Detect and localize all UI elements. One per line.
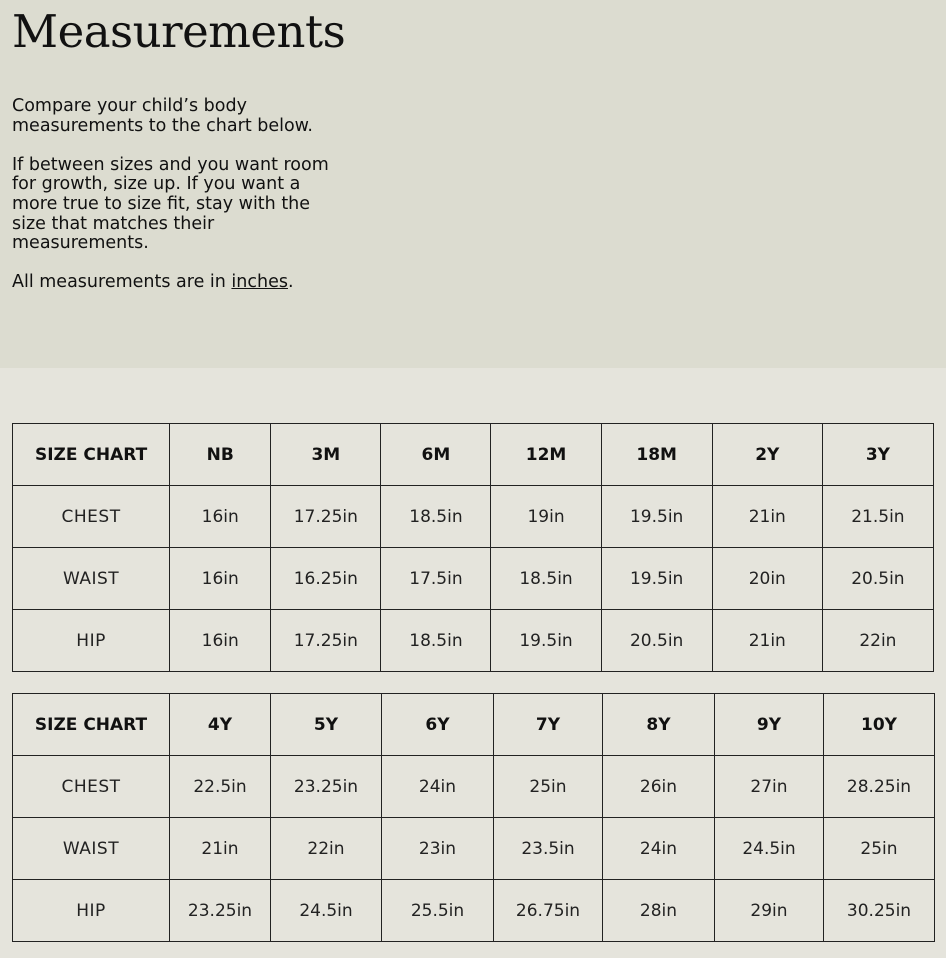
units-suffix: . [287,272,294,293]
size-header-nb: NB [170,424,271,486]
table-cell: 19in [491,486,601,548]
table-cell: 19.5in [601,548,712,610]
table-row-waist [13,548,934,610]
table-cell: 23in [382,818,494,880]
size-header-4y: 4Y [170,694,271,756]
size-header-18m: 18M [601,424,712,486]
table-cell: 27in [715,756,824,818]
table-cell: 22in [822,610,933,672]
size-chart-table-kids [12,693,935,942]
page-title: Measurements [12,5,346,58]
table-cell: 21in [712,486,822,548]
intro-paragraph-compare: Compare your child’s body measurements to the chart below. [12,96,313,136]
table-cell: 18.5in [381,486,491,548]
size-header-12m: 12M [491,424,601,486]
size-header-3y: 3Y [822,424,933,486]
row-label-waist: WAIST [13,818,170,880]
intro-text [12,97,342,313]
size-chart-header: SIZE CHART [13,424,170,486]
table-cell: 24in [382,756,494,818]
table-row-waist [13,818,935,880]
size-header-5y: 5Y [271,694,382,756]
table-cell: 25in [824,818,935,880]
table-cell: 23.5in [494,818,603,880]
table-cell: 29in [715,880,824,942]
table-cell: 16in [170,486,271,548]
table-cell: 19.5in [601,486,712,548]
inches-link[interactable]: inches [231,272,288,293]
row-label-hip: HIP [13,610,170,672]
size-chart-header: SIZE CHART [13,694,170,756]
table-cell: 22in [271,818,382,880]
table-cell: 18.5in [381,610,491,672]
table-cell: 18.5in [491,548,601,610]
table-cell: 21in [712,610,822,672]
table-header-row [13,694,935,756]
size-header-9y: 9Y [715,694,824,756]
table-cell: 23.25in [271,756,382,818]
units-prefix: All measurements are in [12,272,232,293]
table-cell: 28.25in [824,756,935,818]
row-label-chest: CHEST [13,486,170,548]
table-cell: 21in [170,818,271,880]
size-header-2y: 2Y [712,424,822,486]
table-cell: 25.5in [382,880,494,942]
table-cell: 24.5in [715,818,824,880]
table-cell: 24in [603,818,715,880]
intro-paragraph-sizing-advice: If between sizes and you want room for growth, size up. If you want a more true to size fit, stay with the size that matches their measurements. [12,154,329,254]
table-cell: 16in [170,548,271,610]
table-cell: 26in [603,756,715,818]
size-chart-table-infant [12,423,934,672]
table-cell: 20.5in [822,548,933,610]
table-cell: 20.5in [601,610,712,672]
size-header-6y: 6Y [382,694,494,756]
table-cell: 17.25in [271,610,381,672]
size-header-3m: 3M [271,424,381,486]
table-row-hip [13,610,934,672]
table-cell: 17.5in [381,548,491,610]
table-cell: 26.75in [494,880,603,942]
table-cell: 21.5in [822,486,933,548]
table-row-chest [13,756,935,818]
table-row-chest [13,486,934,548]
table-cell: 17.25in [271,486,381,548]
row-label-hip: HIP [13,880,170,942]
row-label-waist: WAIST [13,548,170,610]
table-cell: 19.5in [491,610,601,672]
size-header-10y: 10Y [824,694,935,756]
size-header-6m: 6M [381,424,491,486]
table-cell: 30.25in [824,880,935,942]
intro-paragraph-units [12,273,342,293]
table-cell: 23.25in [170,880,271,942]
table-cell: 16.25in [271,548,381,610]
row-label-chest: CHEST [13,756,170,818]
intro-panel [0,0,946,368]
table-cell: 16in [170,610,271,672]
table-cell: 20in [712,548,822,610]
table-cell: 25in [494,756,603,818]
table-header-row [13,424,934,486]
table-cell: 22.5in [170,756,271,818]
table-row-hip [13,880,935,942]
table-cell: 28in [603,880,715,942]
size-header-8y: 8Y [603,694,715,756]
size-header-7y: 7Y [494,694,603,756]
table-cell: 24.5in [271,880,382,942]
